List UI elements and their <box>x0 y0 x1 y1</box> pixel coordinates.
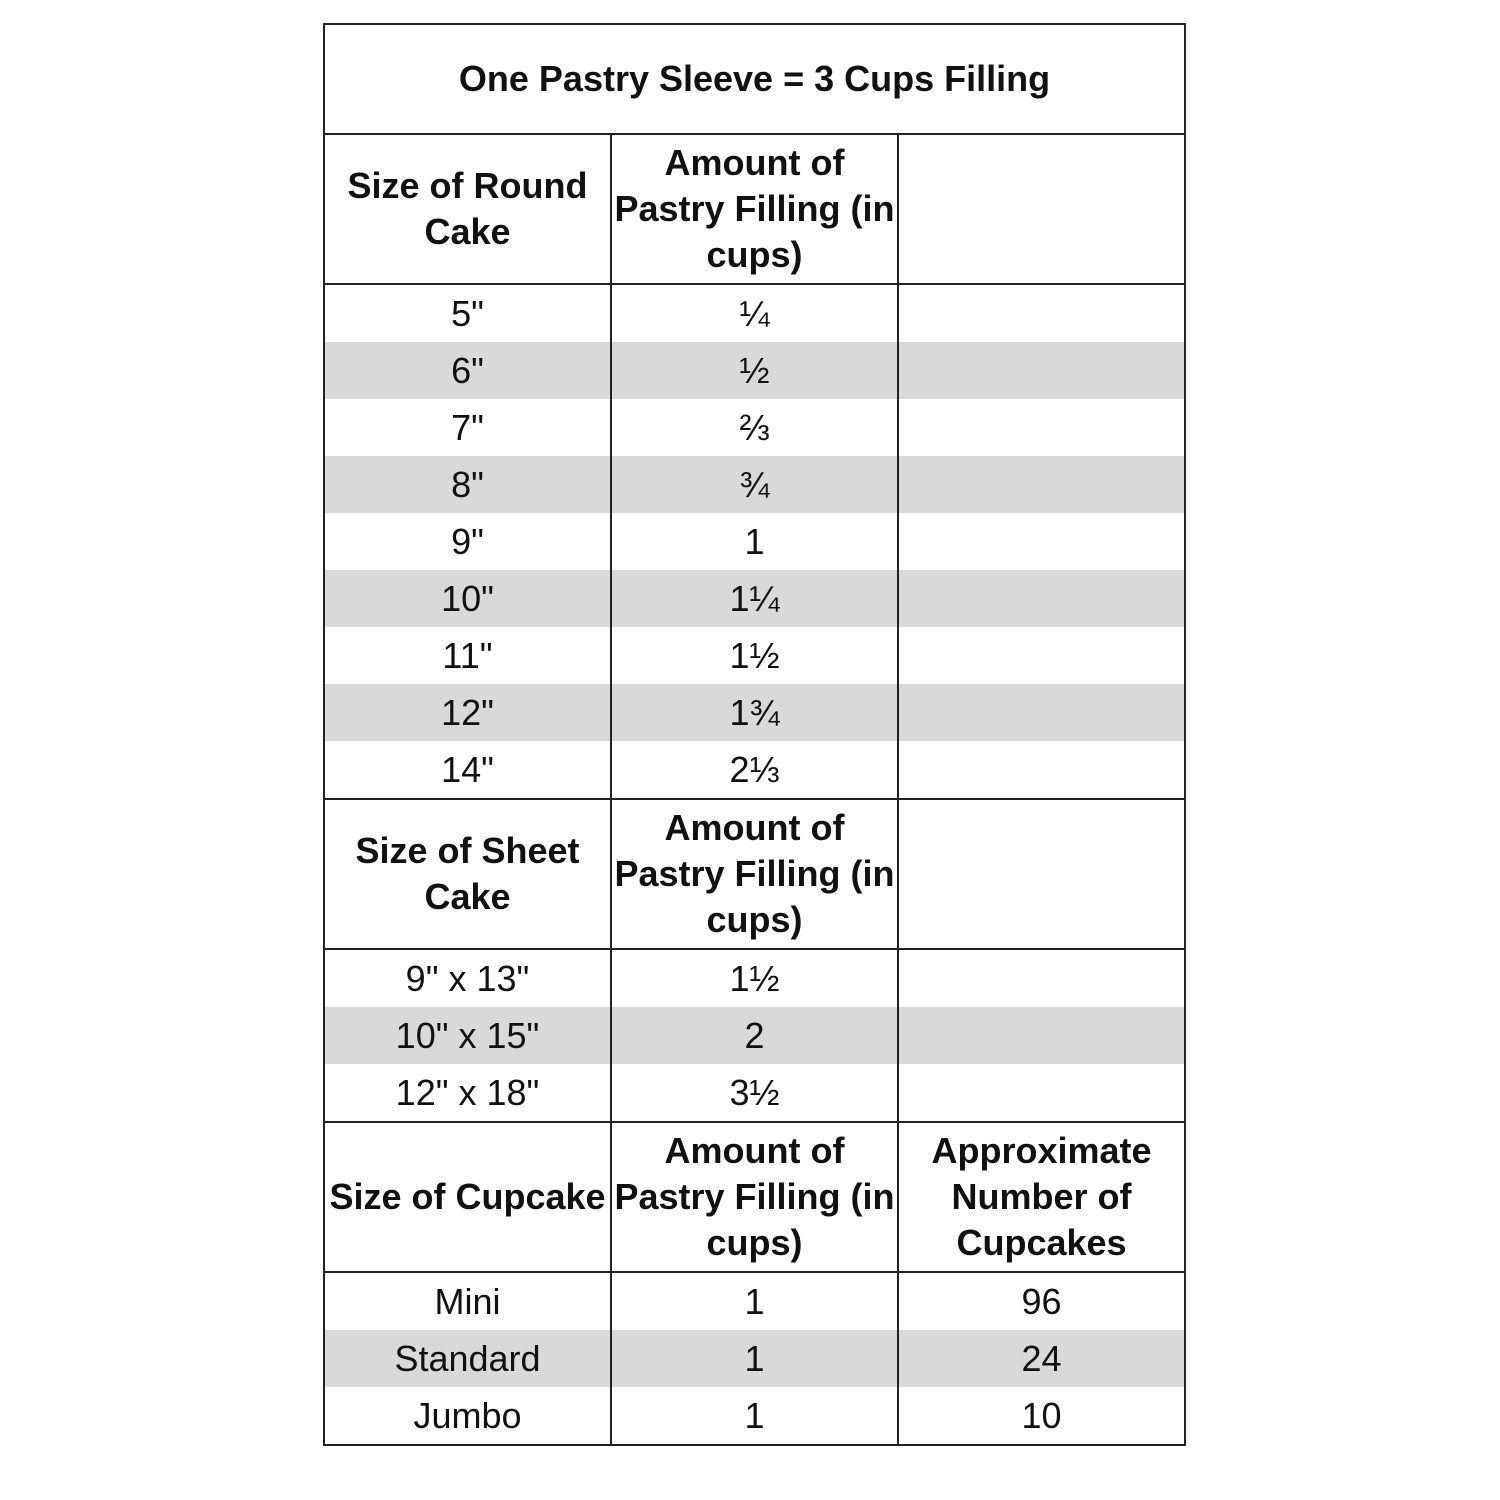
sheet-cake-cell: 3½ <box>611 1064 898 1122</box>
sheet-cake-cell: 1½ <box>611 949 898 1007</box>
cupcake-table-row <box>324 1272 1185 1330</box>
round-cake-header-cell <box>898 134 1185 284</box>
sheet-cake-table-row <box>324 949 1185 1007</box>
sheet-cake-table-row <box>324 1007 1185 1064</box>
cupcake-cell: Standard <box>324 1330 611 1387</box>
cupcake-cell: 1 <box>611 1330 898 1387</box>
round-cake-cell <box>898 456 1185 513</box>
round-cake-cell: ¾ <box>611 456 898 513</box>
sheet-cake-cell <box>898 1064 1185 1122</box>
cupcake-cell: 24 <box>898 1330 1185 1387</box>
sheet-cake-header-cell: Size of Sheet Cake <box>324 799 611 949</box>
round-cake-cell: 5" <box>324 284 611 342</box>
table-body <box>324 24 1185 1445</box>
round-cake-table-row <box>324 570 1185 627</box>
cupcake-header-cell: Size of Cupcake <box>324 1122 611 1272</box>
round-cake-table-row <box>324 456 1185 513</box>
sheet-cake-cell: 12" x 18" <box>324 1064 611 1122</box>
table-title: One Pastry Sleeve = 3 Cups Filling <box>324 24 1185 134</box>
round-cake-cell: 2⅓ <box>611 741 898 799</box>
round-cake-table-row <box>324 284 1185 342</box>
round-cake-cell: 7" <box>324 399 611 456</box>
round-cake-header-cell: Size of Round Cake <box>324 134 611 284</box>
cupcake-header-cell: Approximate Number of Cupcakes <box>898 1122 1185 1272</box>
round-cake-table-row <box>324 684 1185 741</box>
title-row <box>324 24 1185 134</box>
sheet-cake-cell: 2 <box>611 1007 898 1064</box>
sheet-cake-cell: 9" x 13" <box>324 949 611 1007</box>
round-cake-cell <box>898 684 1185 741</box>
cupcake-cell: 96 <box>898 1272 1185 1330</box>
round-cake-header-cell: Amount of Pastry Filling (in cups) <box>611 134 898 284</box>
sheet-cake-header-cell: Amount of Pastry Filling (in cups) <box>611 799 898 949</box>
sheet-cake-cell <box>898 1007 1185 1064</box>
round-cake-cell: 11" <box>324 627 611 684</box>
sheet-cake-cell: 10" x 15" <box>324 1007 611 1064</box>
round-cake-cell <box>898 399 1185 456</box>
round-cake-cell: 1¾ <box>611 684 898 741</box>
cupcake-header-row <box>324 1122 1185 1272</box>
sheet-cake-header-row <box>324 799 1185 949</box>
cupcake-table-row <box>324 1387 1185 1445</box>
round-cake-table-row <box>324 342 1185 399</box>
round-cake-cell: 1 <box>611 513 898 570</box>
round-cake-header-row <box>324 134 1185 284</box>
round-cake-cell <box>898 741 1185 799</box>
cupcake-header-cell: Amount of Pastry Filling (in cups) <box>611 1122 898 1272</box>
sheet-cake-header-cell <box>898 799 1185 949</box>
round-cake-table-row <box>324 627 1185 684</box>
sheet-cake-table-row <box>324 1064 1185 1122</box>
round-cake-cell: 9" <box>324 513 611 570</box>
round-cake-cell: 6" <box>324 342 611 399</box>
round-cake-table-row <box>324 741 1185 799</box>
cupcake-cell: 1 <box>611 1387 898 1445</box>
sheet-cake-cell <box>898 949 1185 1007</box>
cupcake-cell: Mini <box>324 1272 611 1330</box>
round-cake-table-row <box>324 513 1185 570</box>
round-cake-cell <box>898 627 1185 684</box>
round-cake-cell <box>898 513 1185 570</box>
cupcake-cell: 1 <box>611 1272 898 1330</box>
round-cake-cell: ⅔ <box>611 399 898 456</box>
round-cake-cell <box>898 342 1185 399</box>
round-cake-cell <box>898 284 1185 342</box>
round-cake-cell: 1¼ <box>611 570 898 627</box>
round-cake-cell: 8" <box>324 456 611 513</box>
round-cake-cell <box>898 570 1185 627</box>
round-cake-cell: ¼ <box>611 284 898 342</box>
round-cake-table-row <box>324 399 1185 456</box>
round-cake-cell: ½ <box>611 342 898 399</box>
round-cake-cell: 1½ <box>611 627 898 684</box>
cupcake-cell: Jumbo <box>324 1387 611 1445</box>
round-cake-cell: 12" <box>324 684 611 741</box>
cupcake-table-row <box>324 1330 1185 1387</box>
cupcake-cell: 10 <box>898 1387 1185 1445</box>
round-cake-cell: 14" <box>324 741 611 799</box>
pastry-filling-table <box>323 23 1186 1446</box>
round-cake-cell: 10" <box>324 570 611 627</box>
